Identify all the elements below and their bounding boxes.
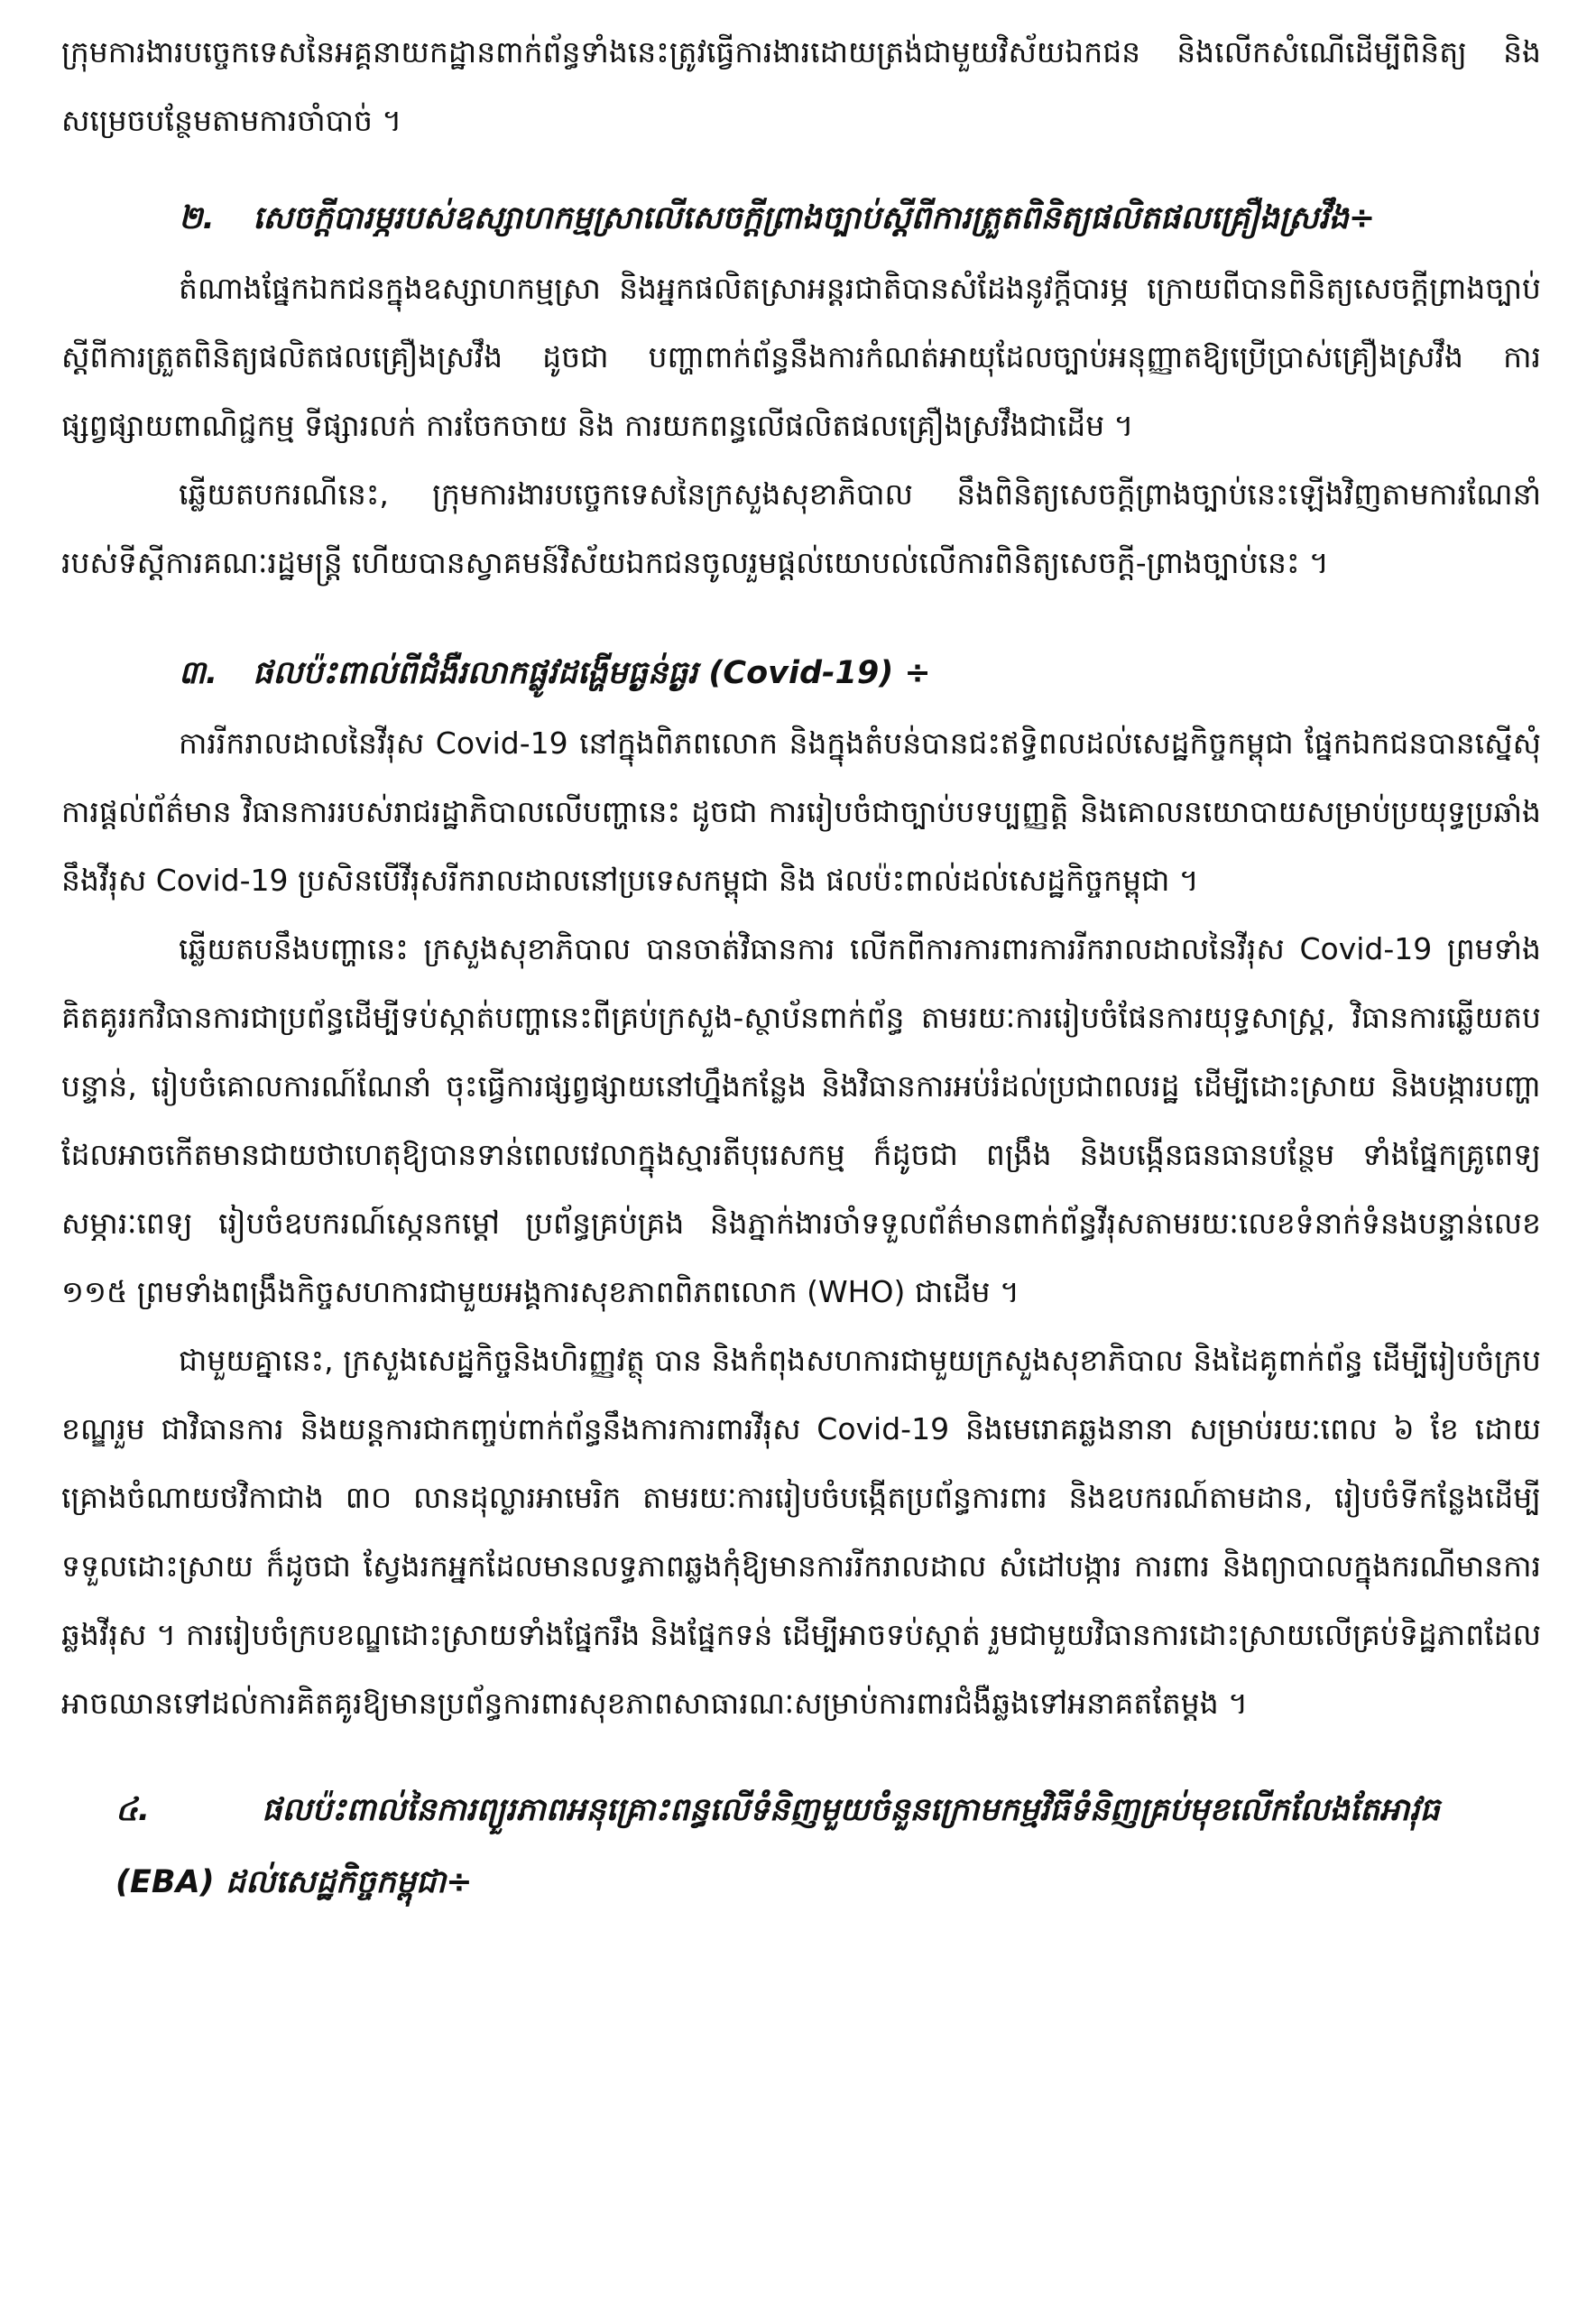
section-4-heading: [61, 1774, 1541, 1846]
section-3-heading: [61, 637, 1541, 709]
section-2-number: ២.: [179, 200, 215, 236]
section-3-paragraph-2: ឆ្លើយតបនឹងបញ្ហានេះ ក្រសួងសុខាភិបាល បានចាត់វិធានការ លើកពីការការពារការរីករាលដាលនៃវីរុស Covid-19 ព្រមទាំងគិតគូររកវិធានការជាប្រព័ន្ធដើម្បីទប់ស្កាត់បញ្ហានេះពីគ្រប់ក្រសួង-ស្ថាប័នពាក់ព័ន្ធ តាមរយៈការរៀបចំផែនការយុទ្ធសាស្ត្រ, វិធានការឆ្លើយតបបន្ទាន់, រៀបចំគោលការណ៍ណែនាំ ចុះធ្វើការផ្សព្វផ្សាយនៅហ្នឹងកន្លែង និងវិធានការអប់រំដល់ប្រជាពលរដ្ឋ ដើម្បីដោះស្រាយ និងបង្ការបញ្ហាដែលអាចកើតមានជាយថាហេតុឱ្យបានទាន់ពេលវេលាក្នុងស្មារតីបុរេសកម្ម ក៏ដូចជា ពង្រឹង និងបង្កើនធនធានបន្ថែម ទាំងផ្នែកគ្រូពេទ្យ សម្ភារៈពេទ្យ រៀបចំឧបករណ៍ស្កេនកម្ដៅ ប្រព័ន្ធគ្រប់គ្រង និងភ្នាក់ងារចាំទទួលព័ត៌មានពាក់ព័ន្ធវីរុសតាមរយៈលេខទំនាក់ទំនងបន្ទាន់លេខ ១១៥ ព្រមទាំងពង្រឹងកិច្ចសហការជាមួយអង្គការសុខភាពពិភពលោក (WHO) ជាដើម ។: [61, 931, 1541, 1309]
section-2-title: សេចក្ដីបារម្ភរបស់ឧស្សាហកម្មស្រាលើសេចក្ដីព្រាងច្បាប់ស្ដីពីការត្រួតពិនិត្យផលិតផលគ្រឿងស្រវឹង÷: [253, 200, 1376, 236]
section-2-heading: [61, 182, 1541, 254]
intro-paragraph: ក្រុមការងារបច្ចេកទេសនៃអគ្គនាយកដ្ឋានពាក់ព័ន្ធទាំងនេះត្រូវធ្វើការងារដោយត្រង់ជាមួយវិស័យឯកជន និងលើកសំណើដើម្បីពិនិត្យ និងសម្រេចបន្ថែមតាមការចាំបាច់ ។: [61, 34, 1541, 138]
section-2-paragraph-2: ឆ្លើយតបករណីនេះ, ក្រុមការងារបច្ចេកទេសនៃក្រសួងសុខាភិបាល នឹងពិនិត្យសេចក្ដីព្រាងច្បាប់នេះឡើងវិញតាមការណែនាំរបស់ទីស្ដីការគណៈរដ្ឋមន្ត្រី ហើយបានស្វាគមន៍វិស័យឯកជនចូលរួមផ្ដល់យោបល់លើការពិនិត្យសេចក្ដី-ព្រាងច្បាប់នេះ ។: [61, 476, 1541, 580]
document-page: [61, 18, 1541, 1918]
section-3-paragraph-1: ការរីករាលដាលនៃវីរុស Covid-19 នៅក្នុងពិភពលោក និងក្នុងតំបន់បានជះឥទ្ធិពលដល់សេដ្ឋកិច្ចកម្ពុជា ផ្នែកឯកជនបានស្នើសុំការផ្ដល់ព័ត៌មាន វិធានការរបស់រាជរដ្ឋាភិបាលលើបញ្ហានេះ ដូចជា ការរៀបចំជាច្បាប់បទប្បញ្ញត្តិ និងគោលនយោបាយសម្រាប់ប្រយុទ្ធប្រឆាំងនឹងវីរុស Covid-19 ប្រសិនបើវីរុសរីករាលដាលនៅប្រទេសកម្ពុជា និង ផលប៉ះពាល់ដល់សេដ្ឋកិច្ចកម្ពុជា ។: [61, 725, 1541, 898]
section-2-paragraph-1: តំណាងផ្នែកឯកជនក្នុងឧស្សាហកម្មស្រា និងអ្នកផលិតស្រាអន្តរជាតិបានសំដែងនូវក្ដីបារម្ភ ក្រោយពីបានពិនិត្យសេចក្ដីព្រាងច្បាប់ស្ដីពីការត្រួតពិនិត្យផលិតផលគ្រឿងស្រវឹង ដូចជា បញ្ហាពាក់ព័ន្ធនឹងការកំណត់អាយុដែលច្បាប់អនុញ្ញាតឱ្យប្រើប្រាស់គ្រឿងស្រវឹង ការផ្សព្វផ្សាយពាណិជ្ជកម្ម ទីផ្សារលក់ ការចែកចាយ និង ការយកពន្ធលើផលិតផលគ្រឿងស្រវឹងជាដើម ។: [61, 271, 1541, 443]
section-4-number: ៤.: [115, 1792, 151, 1828]
section-3-number: ៣.: [179, 655, 218, 691]
section-3-paragraph-3: ជាមួយគ្នានេះ, ក្រសួងសេដ្ឋកិច្ចនិងហិរញ្ញវត្ថុ បាន និងកំពុងសហការជាមួយក្រសួងសុខាភិបាល និងដៃគូពាក់ព័ន្ធ ដើម្បីរៀបចំក្របខណ្ឌរួម ជាវិធានការ និងយន្តការជាកញ្ចប់ពាក់ព័ន្ធនឹងការការពារវីរុស Covid-19 និងមេរោគឆ្លងនានា សម្រាប់រយៈពេល ៦ ខែ ដោយគ្រោងចំណាយថវិកាជាង ៣០ លានដុល្លារអាមេរិក តាមរយៈការរៀបចំបង្កើតប្រព័ន្ធការពារ និងឧបករណ៍តាមដាន, រៀបចំទីកន្លែងដើម្បីទទួលដោះស្រាយ ក៏ដូចជា ស្វែងរកអ្នកដែលមានលទ្ធភាពឆ្លងកុំឱ្យមានការរីករាលដាល សំដៅបង្ការ ការពារ និងព្យាបាលក្នុងករណីមានការឆ្លងវីរុស ។ ការរៀបចំក្របខណ្ឌដោះស្រាយទាំងផ្នែករឹង និងផ្នែកទន់ ដើម្បីអាចទប់ស្កាត់ រួមជាមួយវិធានការដោះស្រាយលើគ្រប់ទិដ្ឋភាពដែលអាចឈានទៅដល់ការគិតគូរឱ្យមានប្រព័ន្ធការពារសុខភាពសាធារណៈសម្រាប់ការពារជំងឺឆ្លងទៅអនាគតតែម្ដង ។: [61, 1343, 1541, 1721]
section-3-title: ផលប៉ះពាល់ពីជំងឺរលាកផ្លូវដង្ហើមធ្ងន់ធ្ងរ (Covid-19) ÷: [253, 655, 931, 691]
section-4-title-continued: (EBA) ដល់សេដ្ឋកិច្ចកម្ពុជា÷: [115, 1864, 473, 1900]
section-4-title: ផលប៉ះពាល់នៃការព្យួរភាពអនុគ្រោះពន្ធលើទំនិញមួយចំនួនក្រោមកម្មវិធីទំនិញគ្រប់មុខលើកលែងតែអាវុធ: [262, 1792, 1440, 1828]
